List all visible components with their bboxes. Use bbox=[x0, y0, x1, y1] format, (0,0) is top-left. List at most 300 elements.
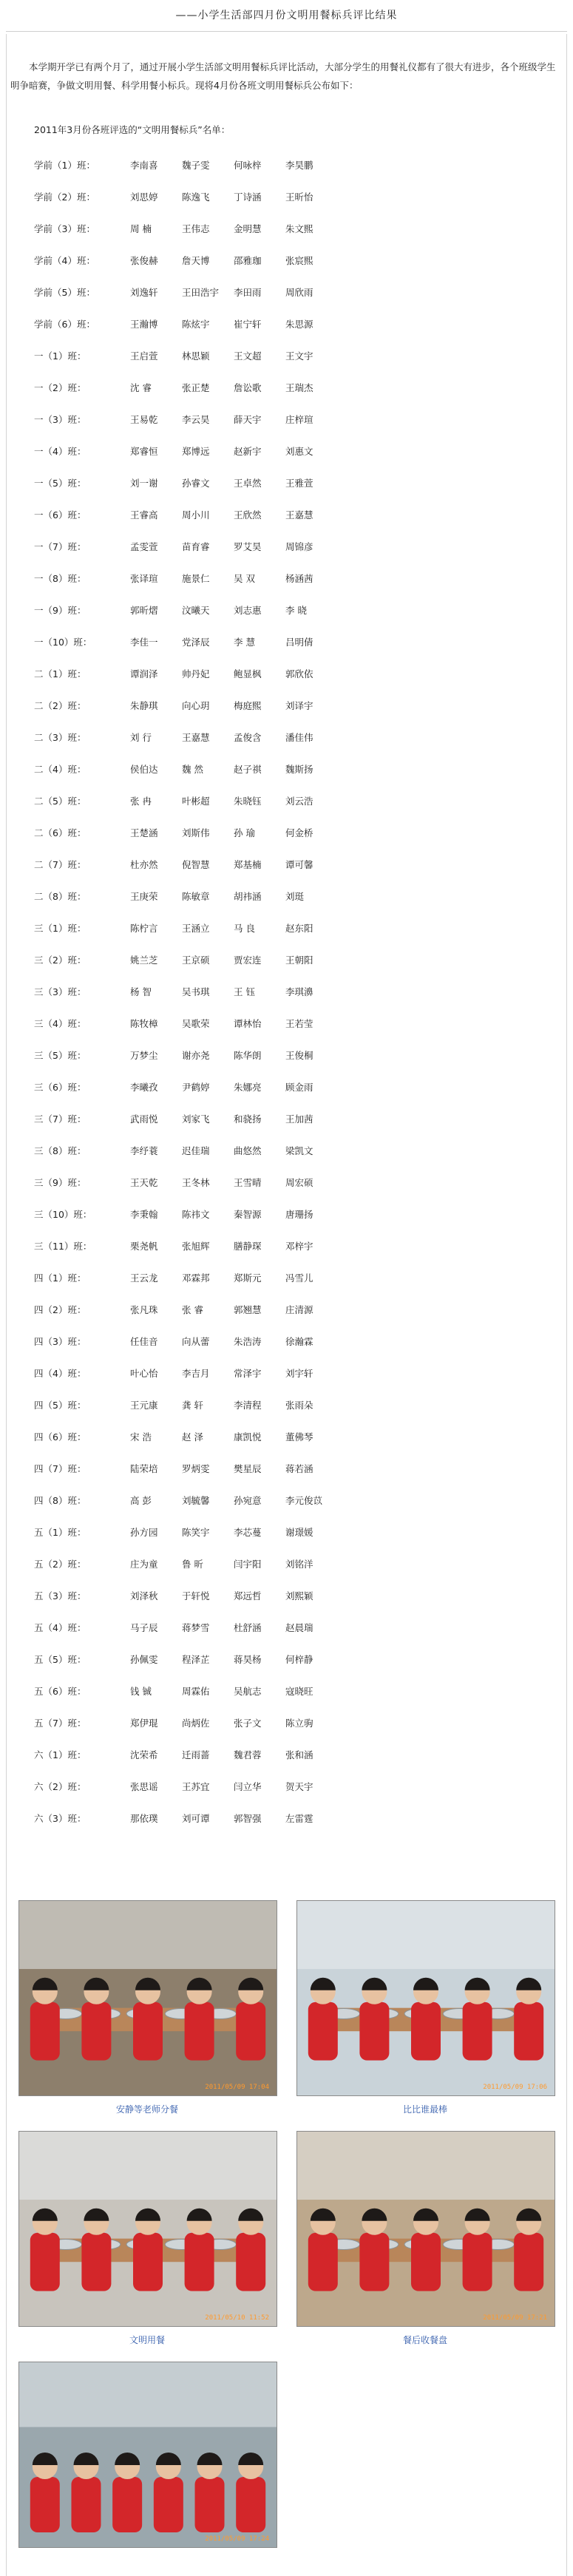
student-name: 郑博远 bbox=[182, 446, 210, 457]
class-label: 三（5）班： bbox=[34, 1050, 87, 1061]
student-name: 蒋若涵 bbox=[285, 1463, 313, 1474]
student-name: 刘一谢 bbox=[130, 478, 158, 489]
student-name: 王欣然 bbox=[234, 509, 262, 521]
student-name: 陈炫宇 bbox=[182, 319, 210, 330]
class-label: 六（2）班： bbox=[34, 1781, 87, 1792]
student-name: 张正楚 bbox=[182, 382, 210, 393]
student-name: 陈柠言 bbox=[130, 923, 158, 934]
class-label: 三（9）班： bbox=[34, 1177, 87, 1188]
list-row bbox=[34, 690, 337, 722]
class-label: 五（5）班： bbox=[34, 1654, 87, 1665]
student-name: 迟佳瑞 bbox=[182, 1145, 210, 1156]
student-name: 王加茜 bbox=[285, 1114, 313, 1125]
student-name: 李芯蔓 bbox=[234, 1527, 262, 1538]
class-label: 三（8）班： bbox=[34, 1145, 87, 1156]
list-row bbox=[34, 912, 337, 944]
student-name: 赵新宇 bbox=[234, 446, 262, 457]
class-label: 三（2）班： bbox=[34, 955, 87, 966]
student-name: 王昕怡 bbox=[285, 191, 313, 203]
student-name: 鲁 昕 bbox=[182, 1559, 203, 1570]
student-name: 吕明倩 bbox=[285, 637, 313, 648]
student-name: 尹鹤婷 bbox=[182, 1082, 210, 1093]
class-label: 三（7）班： bbox=[34, 1114, 87, 1125]
class-label: 学前（5）班： bbox=[34, 287, 95, 298]
student-name: 刘宇轩 bbox=[285, 1368, 313, 1379]
student-name: 郭欣依 bbox=[285, 668, 313, 679]
student-name: 孟俊含 bbox=[234, 732, 262, 743]
student-name: 帅丹妃 bbox=[182, 668, 210, 679]
list-row bbox=[34, 1230, 337, 1262]
student-name: 迁雨蔷 bbox=[182, 1749, 210, 1760]
student-name: 李吉月 bbox=[182, 1368, 210, 1379]
student-name: 丁诗涵 bbox=[234, 191, 262, 203]
photo-timestamp: 2011/05/09 17:24 bbox=[205, 2535, 269, 2543]
student-name: 朱静琪 bbox=[130, 700, 158, 711]
student-name: 向从蕾 bbox=[182, 1336, 210, 1347]
class-label: 一（5）班： bbox=[34, 478, 87, 489]
student-name: 刘思婷 bbox=[130, 191, 158, 203]
student-name: 刘惠文 bbox=[285, 446, 313, 457]
student-name: 刘毓馨 bbox=[182, 1495, 210, 1506]
photo-illustration bbox=[297, 2132, 555, 2326]
list-row bbox=[34, 722, 337, 753]
student-name: 龚 轩 bbox=[182, 1400, 203, 1411]
list-row bbox=[34, 245, 337, 277]
student-name: 郑伊琨 bbox=[130, 1718, 158, 1729]
student-name: 何金桥 bbox=[285, 827, 313, 838]
student-name: 朱晓钰 bbox=[234, 796, 262, 807]
student-name: 赵晨瑞 bbox=[285, 1622, 313, 1633]
student-name: 李元俊苡 bbox=[285, 1495, 323, 1506]
student-name: 高 彭 bbox=[130, 1495, 152, 1506]
student-name: 陈牧樟 bbox=[130, 1018, 158, 1029]
student-name: 何咏梓 bbox=[234, 160, 262, 171]
list-row bbox=[34, 531, 337, 563]
student-name: 张雨朵 bbox=[285, 1400, 313, 1411]
student-name: 李南喜 bbox=[130, 160, 158, 171]
class-label: 学前（3）班： bbox=[34, 223, 95, 234]
list-row bbox=[34, 149, 337, 181]
class-label: 三（1）班： bbox=[34, 923, 87, 934]
list-row bbox=[34, 1199, 337, 1230]
photo-timestamp: 2011/05/10 11:52 bbox=[205, 2314, 269, 2322]
photo-timestamp: 2011/05/09 17:06 bbox=[483, 2084, 547, 2091]
student-name: 刘云浩 bbox=[285, 796, 313, 807]
list-row bbox=[34, 404, 337, 435]
student-name: 郭翘慧 bbox=[234, 1304, 262, 1315]
photo-waiting-for-food bbox=[18, 1900, 277, 2096]
student-name: 王苏宜 bbox=[182, 1781, 210, 1792]
class-label: 一（3）班： bbox=[34, 414, 87, 425]
class-label: 二（2）班： bbox=[34, 700, 87, 711]
student-name: 邵雅珈 bbox=[234, 255, 262, 266]
list-row bbox=[34, 881, 337, 912]
student-name: 张 睿 bbox=[182, 1304, 203, 1315]
student-name: 刘铭洋 bbox=[285, 1559, 313, 1570]
student-name: 王涵立 bbox=[182, 923, 210, 934]
student-name: 王云龙 bbox=[130, 1272, 158, 1284]
student-name: 詹讼歌 bbox=[234, 382, 262, 393]
student-name: 林思颖 bbox=[182, 350, 210, 362]
student-name: 王睿高 bbox=[130, 509, 158, 521]
student-name: 詹天博 bbox=[182, 255, 210, 266]
student-name: 苗育睿 bbox=[182, 541, 210, 552]
photo-illustration bbox=[19, 2132, 277, 2326]
student-name: 郑睿恒 bbox=[130, 446, 158, 457]
student-name: 吴歌荣 bbox=[182, 1018, 210, 1029]
list-row bbox=[34, 1707, 337, 1739]
list-row bbox=[34, 785, 337, 817]
student-name: 薛天宇 bbox=[234, 414, 262, 425]
student-name: 沈 睿 bbox=[130, 382, 152, 393]
class-label: 一（9）班： bbox=[34, 605, 87, 616]
student-name: 刘熙颖 bbox=[285, 1590, 313, 1601]
list-row bbox=[34, 849, 337, 881]
student-name: 冯雪儿 bbox=[285, 1272, 313, 1284]
student-name: 李田雨 bbox=[234, 287, 262, 298]
class-label: 四（1）班： bbox=[34, 1272, 87, 1284]
student-name: 王冬林 bbox=[182, 1177, 210, 1188]
photo-timestamp: 2011/05/09 17:04 bbox=[205, 2084, 269, 2091]
student-name: 梁凯文 bbox=[285, 1145, 313, 1156]
student-name: 王庚荣 bbox=[130, 891, 158, 902]
student-name: 张旭辉 bbox=[182, 1241, 210, 1252]
student-name: 顾金雨 bbox=[285, 1082, 313, 1093]
student-name: 郑远哲 bbox=[234, 1590, 262, 1601]
list-row bbox=[34, 467, 337, 499]
student-name: 陈祎文 bbox=[182, 1209, 210, 1220]
list-row bbox=[34, 1421, 337, 1453]
list-row bbox=[34, 308, 337, 340]
student-name: 吴航志 bbox=[234, 1686, 262, 1697]
student-name: 李清程 bbox=[234, 1400, 262, 1411]
class-label: 五（3）班： bbox=[34, 1590, 87, 1601]
student-name: 叶彬超 bbox=[182, 796, 210, 807]
student-name: 庄为童 bbox=[130, 1559, 158, 1570]
list-row bbox=[34, 1008, 337, 1040]
student-name: 李昊鹏 bbox=[285, 160, 313, 171]
class-label: 三（10）班： bbox=[34, 1209, 92, 1220]
student-name: 刘可谭 bbox=[182, 1813, 210, 1824]
student-name: 张宸熙 bbox=[285, 255, 313, 266]
student-name: 朱文熙 bbox=[285, 223, 313, 234]
student-name: 刘珽 bbox=[285, 891, 305, 902]
student-name: 宋 浩 bbox=[130, 1431, 152, 1443]
student-name: 王嘉慧 bbox=[285, 509, 313, 521]
class-label: 二（8）班： bbox=[34, 891, 87, 902]
student-name: 谭可馨 bbox=[285, 859, 313, 870]
class-label: 二（4）班： bbox=[34, 764, 87, 775]
photo-illustration bbox=[19, 2362, 277, 2547]
student-name: 倪智慧 bbox=[182, 859, 210, 870]
student-name: 李云昊 bbox=[182, 414, 210, 425]
student-name: 王朝阳 bbox=[285, 955, 313, 966]
list-row bbox=[34, 1389, 337, 1421]
student-name: 张 冉 bbox=[130, 796, 152, 807]
photo-illustration bbox=[297, 1901, 555, 2095]
student-name: 谢璟媛 bbox=[285, 1527, 313, 1538]
student-name: 汶曦天 bbox=[182, 605, 210, 616]
student-name: 贾宏连 bbox=[234, 955, 262, 966]
student-name: 李 慧 bbox=[234, 637, 255, 648]
list-row bbox=[34, 340, 337, 372]
photo-civilized-dining bbox=[18, 2131, 277, 2327]
student-name: 李秉翰 bbox=[130, 1209, 158, 1220]
student-name: 叶心怡 bbox=[130, 1368, 158, 1379]
student-name: 陈笑宇 bbox=[182, 1527, 210, 1538]
photo-timestamp: 2011/05/09 17:21 bbox=[483, 2314, 547, 2322]
list-row bbox=[34, 1485, 337, 1516]
student-name: 王俊桐 bbox=[285, 1050, 313, 1061]
student-name: 尚炳佐 bbox=[182, 1718, 210, 1729]
student-name: 王易乾 bbox=[130, 414, 158, 425]
class-label: 学前（6）班： bbox=[34, 319, 95, 330]
student-name: 李琪濞 bbox=[285, 986, 313, 997]
student-name: 庄清源 bbox=[285, 1304, 313, 1315]
student-name: 膳静琛 bbox=[234, 1241, 262, 1252]
class-label: 五（2）班： bbox=[34, 1559, 87, 1570]
student-name: 蒋昊杨 bbox=[234, 1654, 262, 1665]
student-name: 寇晓旺 bbox=[285, 1686, 313, 1697]
class-label: 一（7）班： bbox=[34, 541, 87, 552]
student-name: 郭昕熠 bbox=[130, 605, 158, 616]
student-name: 孟雯萱 bbox=[130, 541, 158, 552]
student-name: 施景仁 bbox=[182, 573, 210, 584]
student-name: 张译瑄 bbox=[130, 573, 158, 584]
list-row bbox=[34, 372, 337, 404]
list-row bbox=[34, 944, 337, 976]
student-name: 刘斯伟 bbox=[182, 827, 210, 838]
photo-caption-4: 餐后收餐盘 bbox=[402, 2335, 447, 2345]
intro-paragraph: 本学期开学已有两个月了，通过开展小学生活部文明用餐标兵评比活动，大部分学生的用餐礼仪都有了很大有进步，各个班级学生明争暗赛，争做文明用餐、科学用餐小标兵。现将4月份各班文明用餐标兵公布如下： bbox=[10, 61, 556, 91]
list-row bbox=[34, 435, 337, 467]
student-name: 朱思源 bbox=[285, 319, 313, 330]
student-name: 罗炳雯 bbox=[182, 1463, 210, 1474]
student-name: 罗艾昊 bbox=[234, 541, 262, 552]
student-name: 吴 双 bbox=[234, 573, 255, 584]
student-name: 张俊赫 bbox=[130, 255, 158, 266]
student-name: 武雨悦 bbox=[130, 1114, 158, 1125]
student-name: 周小川 bbox=[182, 509, 210, 521]
class-label: 三（3）班： bbox=[34, 986, 87, 997]
list-row bbox=[34, 1739, 337, 1771]
student-name: 李曦孜 bbox=[130, 1082, 158, 1093]
student-name: 徐瀚霖 bbox=[285, 1336, 313, 1347]
student-name: 邓霖邦 bbox=[182, 1272, 210, 1284]
photo-illustration bbox=[19, 1901, 277, 2095]
photo-caption-1: 安静等老师分餐 bbox=[115, 2104, 178, 2115]
student-name: 王嘉慧 bbox=[182, 732, 210, 743]
student-name: 那依璞 bbox=[130, 1813, 158, 1824]
class-label: 一（4）班： bbox=[34, 446, 87, 457]
list-row bbox=[34, 563, 337, 594]
student-name: 郑斯元 bbox=[234, 1272, 262, 1284]
student-name: 杨涵茜 bbox=[285, 573, 313, 584]
student-name: 李纾蓑 bbox=[130, 1145, 158, 1156]
class-label: 二（6）班： bbox=[34, 827, 87, 838]
student-name: 王瀚博 bbox=[130, 319, 158, 330]
class-label: 四（3）班： bbox=[34, 1336, 87, 1347]
student-name: 赵东阳 bbox=[285, 923, 313, 934]
student-name: 杜舒涵 bbox=[234, 1622, 262, 1633]
student-name: 王伟志 bbox=[182, 223, 210, 234]
student-name: 王卓然 bbox=[234, 478, 262, 489]
list-row bbox=[34, 1040, 337, 1071]
student-name: 李 晓 bbox=[285, 605, 307, 616]
class-label: 四（6）班： bbox=[34, 1431, 87, 1443]
list-row bbox=[34, 1580, 337, 1612]
student-name: 张凡珠 bbox=[130, 1304, 158, 1315]
student-name: 刘逸轩 bbox=[130, 287, 158, 298]
student-name: 杨 智 bbox=[130, 986, 152, 997]
student-name: 朱浩涛 bbox=[234, 1336, 262, 1347]
student-name: 刘 行 bbox=[130, 732, 152, 743]
list-row bbox=[34, 753, 337, 785]
photo-compare-best bbox=[296, 1900, 555, 2096]
list-row bbox=[34, 499, 337, 531]
student-name: 王雅萱 bbox=[285, 478, 313, 489]
list-row bbox=[34, 1612, 337, 1644]
student-name: 潘佳伟 bbox=[285, 732, 313, 743]
student-name: 赵子祺 bbox=[234, 764, 262, 775]
student-name: 陈敏章 bbox=[182, 891, 210, 902]
honor-list bbox=[34, 149, 337, 1834]
student-name: 王文宇 bbox=[285, 350, 313, 362]
student-name: 马 良 bbox=[234, 923, 255, 934]
student-name: 李佳一 bbox=[130, 637, 158, 648]
class-label: 三（11）班： bbox=[34, 1241, 92, 1252]
list-row bbox=[34, 1453, 337, 1485]
student-name: 周霖佑 bbox=[182, 1686, 210, 1697]
student-name: 魏君蓉 bbox=[234, 1749, 262, 1760]
student-name: 陈华朗 bbox=[234, 1050, 262, 1061]
student-name: 樊星辰 bbox=[234, 1463, 262, 1474]
student-name: 钱 铖 bbox=[130, 1686, 152, 1697]
list-row bbox=[34, 976, 337, 1008]
student-name: 王楚涵 bbox=[130, 827, 158, 838]
student-name: 胡祎涵 bbox=[234, 891, 262, 902]
student-name: 贺天宇 bbox=[285, 1781, 313, 1792]
student-name: 周 楠 bbox=[130, 223, 152, 234]
student-name: 邓梓宇 bbox=[285, 1241, 313, 1252]
student-name: 王瑞杰 bbox=[285, 382, 313, 393]
list-row bbox=[34, 1103, 337, 1135]
class-label: 四（4）班： bbox=[34, 1368, 87, 1379]
student-name: 董佛琴 bbox=[285, 1431, 313, 1443]
student-name: 朱娜亮 bbox=[234, 1082, 262, 1093]
class-label: 六（1）班： bbox=[34, 1749, 87, 1760]
student-name: 闫立华 bbox=[234, 1781, 262, 1792]
student-name: 秦智源 bbox=[234, 1209, 262, 1220]
student-name: 梅庭熙 bbox=[234, 700, 262, 711]
class-label: 二（3）班： bbox=[34, 732, 87, 743]
student-name: 周宏硕 bbox=[285, 1177, 313, 1188]
student-name: 魏 然 bbox=[182, 764, 203, 775]
student-name: 王天乾 bbox=[130, 1177, 158, 1188]
list-row bbox=[34, 658, 337, 690]
list-row bbox=[34, 1294, 337, 1326]
photo-caption-2: 比比谁最棒 bbox=[402, 2104, 447, 2115]
student-name: 刘泽秋 bbox=[130, 1590, 158, 1601]
student-name: 万梦尘 bbox=[130, 1050, 158, 1061]
list-row bbox=[34, 1516, 337, 1548]
student-name: 党泽辰 bbox=[182, 637, 210, 648]
class-label: 四（2）班： bbox=[34, 1304, 87, 1315]
student-name: 曲悠然 bbox=[234, 1145, 262, 1156]
student-name: 蒋梦雪 bbox=[182, 1622, 210, 1633]
list-row bbox=[34, 1771, 337, 1803]
student-name: 常泽宇 bbox=[234, 1368, 262, 1379]
student-name: 王启萱 bbox=[130, 350, 158, 362]
student-name: 陈逸飞 bbox=[182, 191, 210, 203]
class-label: 三（4）班： bbox=[34, 1018, 87, 1029]
photo-students-lineup bbox=[18, 2362, 277, 2548]
list-row bbox=[34, 817, 337, 849]
student-name: 何梓静 bbox=[285, 1654, 313, 1665]
class-label: 六（3）班： bbox=[34, 1813, 87, 1824]
class-label: 五（6）班： bbox=[34, 1686, 87, 1697]
student-name: 鲍显枫 bbox=[234, 668, 262, 679]
title-divider bbox=[6, 31, 567, 32]
student-name: 任佳音 bbox=[130, 1336, 158, 1347]
list-row bbox=[34, 1167, 337, 1199]
student-name: 赵 泽 bbox=[182, 1431, 203, 1443]
list-row bbox=[34, 277, 337, 308]
student-name: 刘译宇 bbox=[285, 700, 313, 711]
student-name: 周欣雨 bbox=[285, 287, 313, 298]
student-name: 谢亦尧 bbox=[182, 1050, 210, 1061]
class-label: 一（6）班： bbox=[34, 509, 87, 521]
class-label: 四（5）班： bbox=[34, 1400, 87, 1411]
student-name: 于轩悦 bbox=[182, 1590, 210, 1601]
student-name: 孙宛意 bbox=[234, 1495, 262, 1506]
student-name: 闫宇阳 bbox=[234, 1559, 262, 1570]
student-name: 王田浩宇 bbox=[182, 287, 220, 298]
class-label: 五（1）班： bbox=[34, 1527, 87, 1538]
student-name: 魏子雯 bbox=[182, 160, 210, 171]
class-label: 三（6）班： bbox=[34, 1082, 87, 1093]
class-label: 五（7）班： bbox=[34, 1718, 87, 1729]
list-row bbox=[34, 594, 337, 626]
student-name: 王雪晴 bbox=[234, 1177, 262, 1188]
student-name: 王京硕 bbox=[182, 955, 210, 966]
student-name: 左雷霆 bbox=[285, 1813, 313, 1824]
list-row bbox=[34, 213, 337, 245]
student-name: 魏斯扬 bbox=[285, 764, 313, 775]
student-name: 刘志惠 bbox=[234, 605, 262, 616]
class-label: 一（8）班： bbox=[34, 573, 87, 584]
list-row bbox=[34, 181, 337, 213]
list-row bbox=[34, 1262, 337, 1294]
student-name: 郭智强 bbox=[234, 1813, 262, 1824]
student-name: 王若莹 bbox=[285, 1018, 313, 1029]
list-row bbox=[34, 626, 337, 658]
class-label: 学前（4）班： bbox=[34, 255, 95, 266]
list-row bbox=[34, 1326, 337, 1358]
list-heading: 2011年3月份各班评选的“文明用餐标兵”名单： bbox=[34, 124, 231, 135]
photo-collect-trays bbox=[296, 2131, 555, 2327]
list-row bbox=[34, 1358, 337, 1389]
student-name: 吴书琪 bbox=[182, 986, 210, 997]
student-name: 王 钰 bbox=[234, 986, 255, 997]
student-name: 侯伯达 bbox=[130, 764, 158, 775]
student-name: 孙 瑜 bbox=[234, 827, 255, 838]
class-label: 四（7）班： bbox=[34, 1463, 87, 1474]
student-name: 王元康 bbox=[130, 1400, 158, 1411]
class-label: 学前（1）班： bbox=[34, 160, 95, 171]
student-name: 康凯悦 bbox=[234, 1431, 262, 1443]
student-name: 马子辰 bbox=[130, 1622, 158, 1633]
